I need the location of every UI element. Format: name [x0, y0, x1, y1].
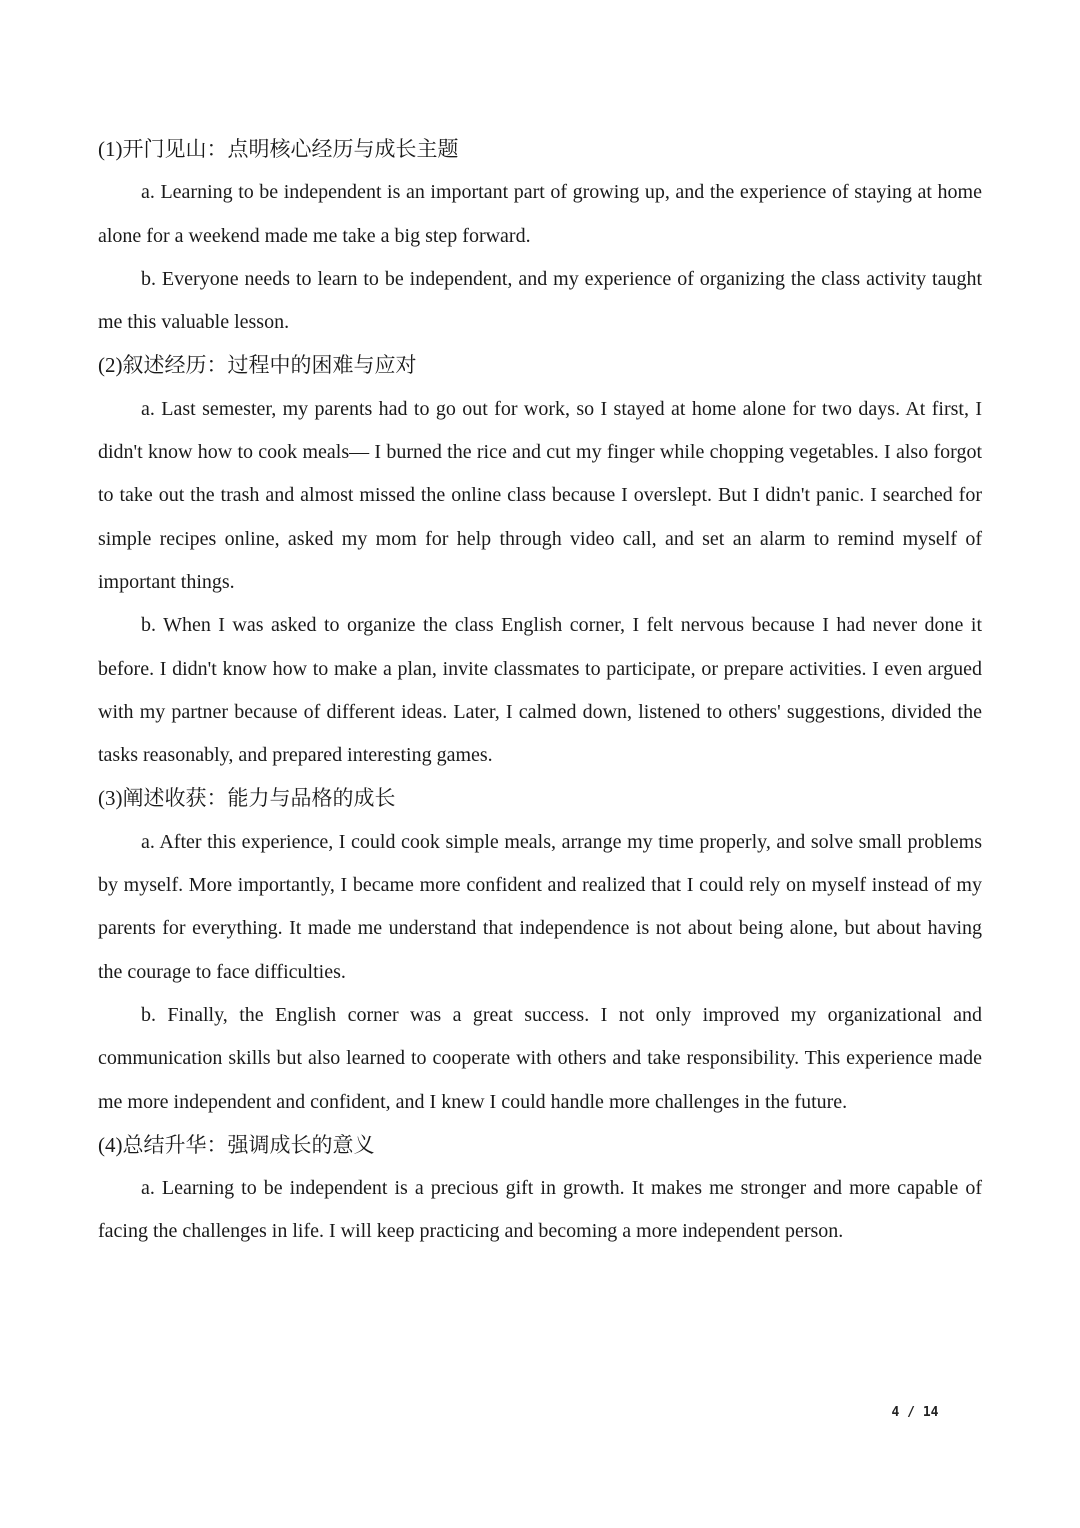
section-3	[98, 777, 982, 1123]
page-number: 4 / 14	[891, 1405, 939, 1420]
section-heading: (1)开门见山：点明核心经历与成长主题	[98, 137, 459, 161]
paragraph: a. Learning to be independent is a precious gift in growth. It makes me stronger and more capable of facing the challenges in life. I will keep practicing and becoming a more independent person.	[98, 1177, 982, 1243]
section-4	[98, 1124, 982, 1254]
section-heading: (2)叙述经历：过程中的困难与应对	[98, 353, 417, 378]
paragraph: a. Last semester, my parents had to go out for work, so I stayed at home alone for two days. At first, I didn't know how to cook meals— I burned the rice and cut my finger while chopping vegetables. I also forgot to take out the trash and almost missed the online class because I overslept. But I didn't panic. I searched for simple recipes online, asked my mom for help through video call, and set an alarm to remind myself of important things.	[98, 397, 982, 593]
section-heading: (3)阐述收获：能力与品格的成长	[98, 786, 396, 811]
section-1	[98, 128, 982, 344]
paragraph: a. After this experience, I could cook simple meals, arrange my time properly, and solve small problems by myself. More importantly, I became more confident and realized that I could rely on myself instead of my parents for everything. It made me understand that independence is not about being alone, but about having the courage to face difficulties.	[98, 830, 982, 983]
paragraph: a. Learning to be independent is an important part of growing up, and the experience of staying at home alone for a weekend made me take a big step forward.	[98, 181, 982, 247]
paragraph: b. When I was asked to organize the class English corner, I felt nervous because I had never done it before. I didn't know how to make a plan, invite classmates to participate, or prepare activities. I even argued with my partner because of different ideas. Later, I calmed down, listened to others' suggestions, divided the tasks reasonably, and prepared interesting games.	[98, 614, 982, 767]
paragraph: b. Everyone needs to learn to be independent, and my experience of organizing the class activity taught me this valuable lesson.	[98, 267, 982, 334]
document-body	[98, 128, 982, 1254]
section-2	[98, 344, 982, 777]
paragraph: b. Finally, the English corner was a great success. I not only improved my organizational and communication skills but also learned to cooperate with others and take responsibility. This experience made me more independent and confident, and I knew I could handle more challenges in the future.	[98, 1003, 982, 1113]
section-heading: (4)总结升华：强调成长的意义	[98, 1132, 375, 1157]
